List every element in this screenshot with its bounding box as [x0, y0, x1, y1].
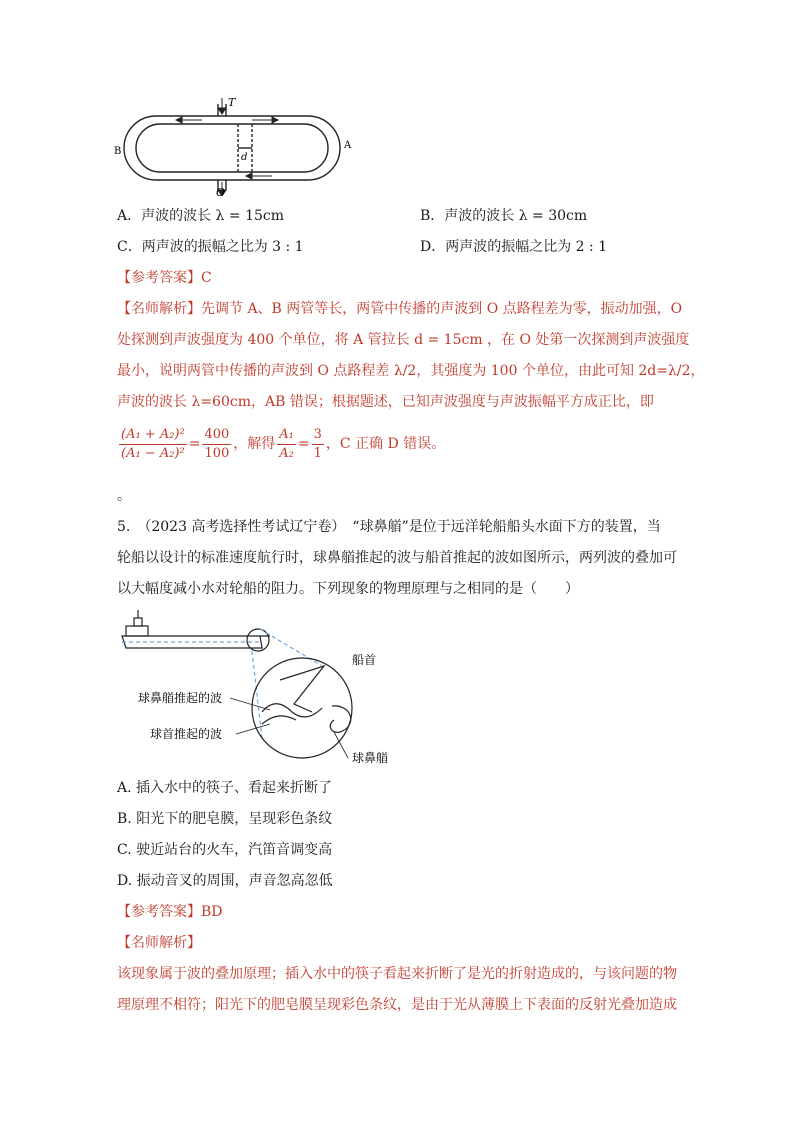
q5-analysis-title: 【名师解析】 [117, 935, 201, 951]
q5-stem-line-1: 5. （2023 高考选择性考试辽宁卷） “球鼻艏”是位于远洋轮船船头水面下方的装置，当 [117, 519, 661, 535]
label-t: T [228, 96, 236, 109]
q4-option-a: A．声波的波长 λ = 15cm [117, 208, 284, 224]
q4-analysis-line-1: 【名师解析】先调节 A、B 两管等长，两管中传播的声波到 O 点路程差为零，振动加强，O [117, 301, 683, 317]
label-bow: 船首 [352, 653, 377, 667]
formula-fraction-right: $\frac{400}{100}$ [204, 426, 230, 461]
q5-option-a: A. 插入水中的筷子、看起来折断了 [117, 780, 333, 796]
q4-analysis-line-4: 声波的波长 λ=60cm，AB 错误；根据题述，已知声波强度与声波振幅平方成正比，即 [117, 394, 654, 410]
formula-result: $\frac{3}{1}$ [313, 426, 322, 461]
label-bow-wave: 球首推起的波 [150, 727, 223, 741]
q5-option-c: C. 驶近站台的火车，汽笛音调变高 [117, 842, 333, 858]
q5-analysis-line-2: 理原理不相符；阳光下的肥皂膜呈现彩色条纹，是由于光从薄膜上下表面的反射光叠加造成 [117, 997, 677, 1013]
q5-analysis-line-1: 该现象属于波的叠加原理；插入水中的筷子看起来折断了是光的折射造成的，与该问题的物 [117, 966, 677, 982]
bulbous-bow-diagram [112, 608, 412, 768]
q4-option-d: D．两声波的振幅之比为 2 : 1 [420, 239, 608, 255]
bulbous-bow-figure [112, 608, 412, 772]
tube-apparatus-figure [112, 96, 352, 200]
q5-stem-line-2: 轮船以设计的标准速度航行时，球鼻艏推起的波与船首推起的波如图所示，两列波的叠加可 [117, 550, 677, 566]
label-d: d [241, 152, 248, 163]
q4-formula: $\frac{\text{(A₁ + A₂)²}}{\text{(A₁ − A₂)²}}$ = $\frac{400}{100}$ ，解得 $\frac{\text{A₁}}{\text{A₂}}$ = $\frac{3}{1}$ ，C 正确 D 错误。 [121, 426, 446, 461]
stray-period: 。 [117, 488, 131, 504]
q4-analysis-line-3: 最小，说明两管中传播的声波到 O 点路程差 λ/2，其强度为 100 个单位，由此可知 2d=λ/2， [117, 363, 705, 379]
q4-answer: 【参考答案】C [117, 270, 212, 286]
label-bulb: 球鼻艏 [352, 751, 389, 765]
q4-analysis-line-2: 处探测到声波强度为 400 个单位，将 A 管拉长 d = 15cm ，在 O 处第一次探测到声波强度 [117, 332, 690, 348]
label-o: O [216, 186, 226, 196]
q5-option-b: B. 阳光下的肥皂膜，呈现彩色条纹 [117, 811, 333, 827]
label-b: B [114, 146, 122, 157]
q5-stem-line-3: 以大幅度减小水对轮船的阻力。下列现象的物理原理与之相同的是（ ） [117, 581, 579, 597]
tube-diagram [112, 96, 352, 196]
formula-fraction-left: $\frac{\text{(A₁ + A₂)²}}{\text{(A₁ − A₂)²}}$ [121, 426, 185, 461]
q4-option-b: B．声波的波长 λ = 30cm [420, 208, 588, 224]
formula-ratio: $\frac{\text{A₁}}{\text{A₂}}$ [279, 426, 294, 461]
q4-option-c: C．两声波的振幅之比为 3 : 1 [117, 239, 304, 255]
label-bulb-wave: 球鼻艏推起的波 [138, 691, 223, 705]
q5-option-d: D. 振动音叉的周围，声音忽高忽低 [117, 873, 333, 889]
q5-answer: 【参考答案】BD [117, 904, 223, 920]
label-a: A [344, 140, 352, 151]
